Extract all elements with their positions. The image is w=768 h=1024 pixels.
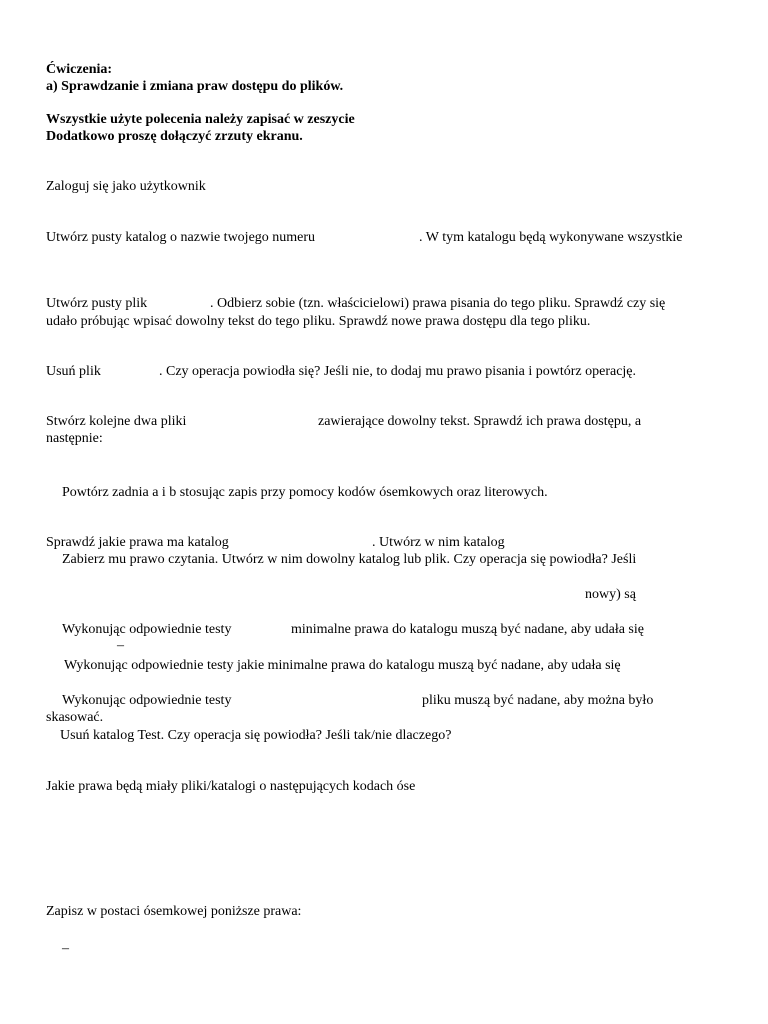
dash-1: –	[117, 638, 124, 653]
task-two-files-part3: następnie:	[46, 431, 103, 446]
task-delete-test-dir: Usuń katalog Test. Czy operacja się powiodła? Jeśli tak/nie dlaczego?	[60, 728, 452, 743]
task-delete-file-part2: . Czy operacja powiodła się? Jeśli nie, to dodaj mu prawo pisania i powtórz operację.	[159, 364, 637, 379]
task-login: Zaloguj się jako użytkownik	[46, 179, 206, 194]
instruction-note-1: Wszystkie użyte polecenia należy zapisać w zeszycie	[46, 112, 355, 127]
exercise-title: Ćwiczenia:	[46, 62, 113, 77]
task-repeat-octal: Powtórz zadnia a i b stosując zapis przy pomocy kodów ósemkowych oraz literowych.	[62, 485, 548, 500]
task-create-file-part2: . Odbierz sobie (tzn. właścicielowi) prawa pisania do tego pliku. Sprawdź czy się	[210, 296, 666, 311]
task-check-dir-part3: Zabierz mu prawo czytania. Utwórz w nim dowolny katalog lub plik. Czy operacja się powiodła? Jeśli	[62, 552, 637, 567]
task-min-rights-3-part2: pliku muszą być nadane, aby można było	[422, 693, 654, 708]
task-create-dir-part1: Utwórz pusty katalog o nazwie twojego numeru	[46, 230, 316, 245]
task-write-octal: Zapisz w postaci ósemkowej poniższe prawa:	[46, 904, 302, 919]
task-create-file-part3: udało próbując wpisać dowolny tekst do tego pliku. Sprawdź nowe prawa dostępu dla tego pliku.	[46, 314, 591, 329]
instruction-note-2: Dodatkowo proszę dołączyć zrzuty ekranu.	[46, 129, 303, 144]
task-create-file-part1: Utwórz pusty plik	[46, 296, 148, 311]
task-check-dir-part1: Sprawdź jakie prawa ma katalog	[46, 535, 229, 550]
task-create-dir-part2: . W tym katalogu będą wykonywane wszystkie	[419, 230, 683, 245]
dash-2: –	[62, 941, 69, 956]
task-delete-file-part1: Usuń plik	[46, 364, 101, 379]
task-check-dir-part2: . Utwórz w nim katalog	[372, 535, 505, 550]
task-min-rights-1-part1: Wykonując odpowiednie testy	[62, 622, 232, 637]
task-min-rights-3-part3: skasować.	[46, 710, 104, 725]
task-two-files-part2: zawierające dowolny tekst. Sprawdź ich prawa dostępu, a	[318, 414, 642, 429]
task-check-dir-part4: nowy) są	[585, 587, 636, 602]
task-min-rights-1-part2: minimalne prawa do katalogu muszą być nadane, aby udała się	[291, 622, 644, 637]
exercise-subtitle: a) Sprawdzanie i zmiana praw dostępu do plików.	[46, 79, 344, 94]
task-octal-codes: Jakie prawa będą miały pliki/katalogi o następujących kodach óse	[46, 779, 416, 794]
task-two-files-part1: Stwórz kolejne dwa pliki	[46, 414, 187, 429]
task-min-rights-2: Wykonując odpowiednie testy jakie minimalne prawa do katalogu muszą być nadane, aby udała się	[64, 658, 621, 673]
task-min-rights-3-part1: Wykonując odpowiednie testy	[62, 693, 232, 708]
